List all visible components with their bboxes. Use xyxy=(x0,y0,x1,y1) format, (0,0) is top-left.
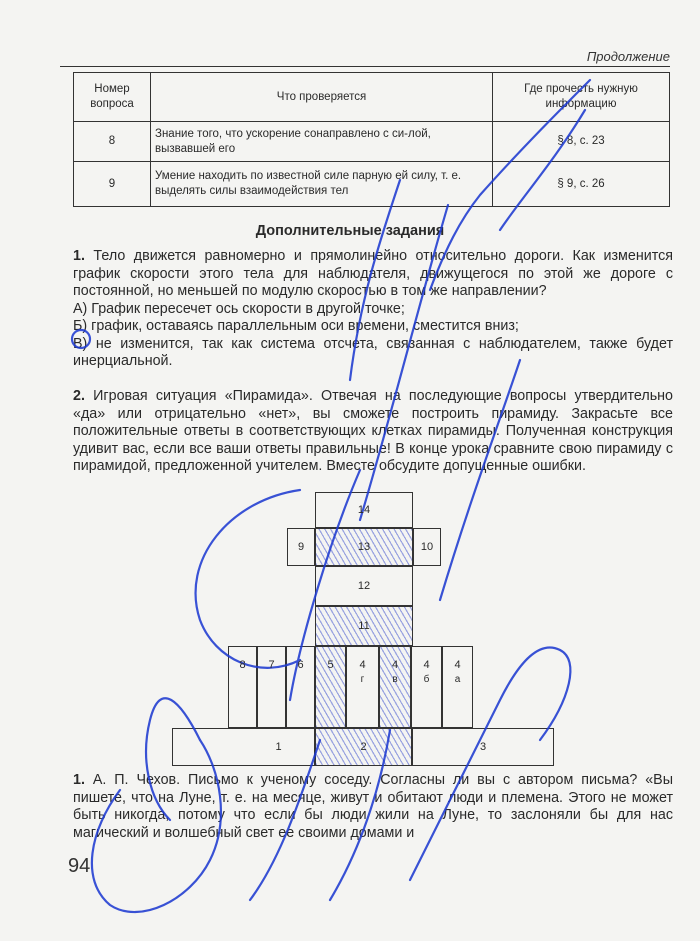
reading-number: 1. xyxy=(73,772,85,788)
pyramid-cell-label: 4 xyxy=(359,659,366,671)
task-1-text: Тело движется равномерно и прямолинейно относительно дороги. Как изменится график скорости этого тела для наблюдателя, движущегося по этой же дороге с постоянной, но меньшей по модулю скоростью в том же направлении? xyxy=(73,248,673,299)
pyramid-cell-2 xyxy=(315,728,412,766)
pyramid-cell-label: 5 xyxy=(327,659,334,671)
reading-text: А. П. Чехов. Письмо к ученому соседу. Согласны ли вы с автором письма? «Вы пишете, что на Луне, т. е. на месяце, живут и обитают люди и племена. Этого не может быть никогда, потому что если бы люди жили на Луне, то заслоняли бы для нас магический и волшебный свет ее своими домами и xyxy=(73,772,673,841)
table-cell-num: 8 xyxy=(74,122,151,162)
pyramid-cell-11 xyxy=(315,606,413,646)
pyramid-cell-label: 1 xyxy=(275,741,282,753)
table-row xyxy=(74,162,670,207)
task-2 xyxy=(73,388,673,476)
pyramid-cell-sub: б xyxy=(423,674,430,685)
pyramid-cell-label: 13 xyxy=(357,541,371,553)
pyramid-cell-3 xyxy=(412,728,554,766)
continuation-label: Продолжение xyxy=(586,49,670,64)
pyramid-cell-sub: а xyxy=(454,674,461,685)
pyramid-cell-4g xyxy=(346,646,379,728)
pyramid-cell-14 xyxy=(315,492,413,528)
pyramid-cell-4v xyxy=(379,646,411,728)
pyramid-cell-9 xyxy=(287,528,315,566)
pyramid-cell-4a xyxy=(442,646,473,728)
task-2-text: Игровая ситуация «Пирамида». Отвечая на последующие вопросы утвердительно «да» или отрицательно «нет», вы сможете построить пирамиду. Закрасьте все положительные ответы в соответствующих клетках пирамиды. Полученная конструкция удивит вас, если все ваши ответы правильные! В конце урока сравните свою пирамиду с пирамидой, предложенной учителем. Вместе обсудите допущенные ошибки. xyxy=(73,388,673,474)
section-title: Дополнительные задания xyxy=(255,223,445,239)
pyramid-cell-label: 11 xyxy=(358,620,370,632)
pyramid-cell-5 xyxy=(315,646,346,728)
reading-task xyxy=(73,772,673,842)
task-1-number: 1. xyxy=(73,248,85,264)
task-1-option-b: Б) график, оставаясь параллельным оси времени, сместится вниз; xyxy=(73,318,519,334)
pyramid-cell-1 xyxy=(172,728,315,766)
pyramid-cell-label: 10 xyxy=(420,541,434,553)
pyramid-cell-label: 3 xyxy=(479,741,487,753)
task-1-option-a: А) График пересечет ось скорости в другой точке; xyxy=(73,300,405,317)
pyramid-cell-10 xyxy=(413,528,441,566)
pyramid-cell-13 xyxy=(315,528,413,566)
pen-stroke xyxy=(196,490,300,668)
table-header-cell: Номер вопроса xyxy=(74,73,151,122)
table-cell-where: § 9, с. 26 xyxy=(493,162,670,207)
page-number: 94 xyxy=(68,855,91,877)
pyramid-cell-label: 4 xyxy=(454,659,461,671)
table-header-cell: Что проверяется xyxy=(151,73,493,122)
pyramid-cell-7 xyxy=(257,646,286,728)
pyramid-cell-label: 14 xyxy=(357,504,371,516)
table-header-row xyxy=(74,73,670,122)
table-cell-what: Умение находить по известной силе парную ей силу, т. е. выделять силы взаимодействия тел xyxy=(151,162,493,207)
task-2-number: 2. xyxy=(73,388,85,404)
pyramid-cell-label: 6 xyxy=(297,659,304,671)
task-1 xyxy=(73,248,673,371)
check-table xyxy=(73,72,670,207)
table-cell-where: § 8, с. 23 xyxy=(493,122,670,162)
pen-stroke xyxy=(540,650,570,740)
pyramid-cell-12 xyxy=(315,566,413,606)
table-cell-what: Знание того, что ускорение сонаправлено с си-лой, вызвавшей его xyxy=(151,122,493,162)
pyramid-cell-label: 12 xyxy=(357,580,371,592)
pyramid-cell-label: 9 xyxy=(297,541,305,553)
pyramid-cell-label: 4 xyxy=(391,659,399,671)
pyramid-cell-4b xyxy=(411,646,442,728)
pyramid-cell-label: 7 xyxy=(268,659,275,671)
pyramid-cell-8 xyxy=(228,646,257,728)
table-row xyxy=(74,122,670,162)
pyramid-cell-label: 4 xyxy=(423,659,430,671)
pyramid-cell-label: 2 xyxy=(360,741,367,753)
table-header-cell: Где прочесть нужную информацию xyxy=(493,73,670,122)
pyramid-cell-sub: г xyxy=(360,674,365,685)
pyramid-cell-sub: в xyxy=(392,674,398,685)
pyramid-cell-label: 8 xyxy=(239,659,246,671)
task-1-option-c: В) не изменится, так как система отсчета, связанная с наблюдателем, также будет инерциальной. xyxy=(73,335,673,369)
table-cell-num: 9 xyxy=(74,162,151,207)
task-1-question xyxy=(73,248,673,301)
pyramid-cell-6 xyxy=(286,646,315,728)
header-rule xyxy=(60,66,670,67)
